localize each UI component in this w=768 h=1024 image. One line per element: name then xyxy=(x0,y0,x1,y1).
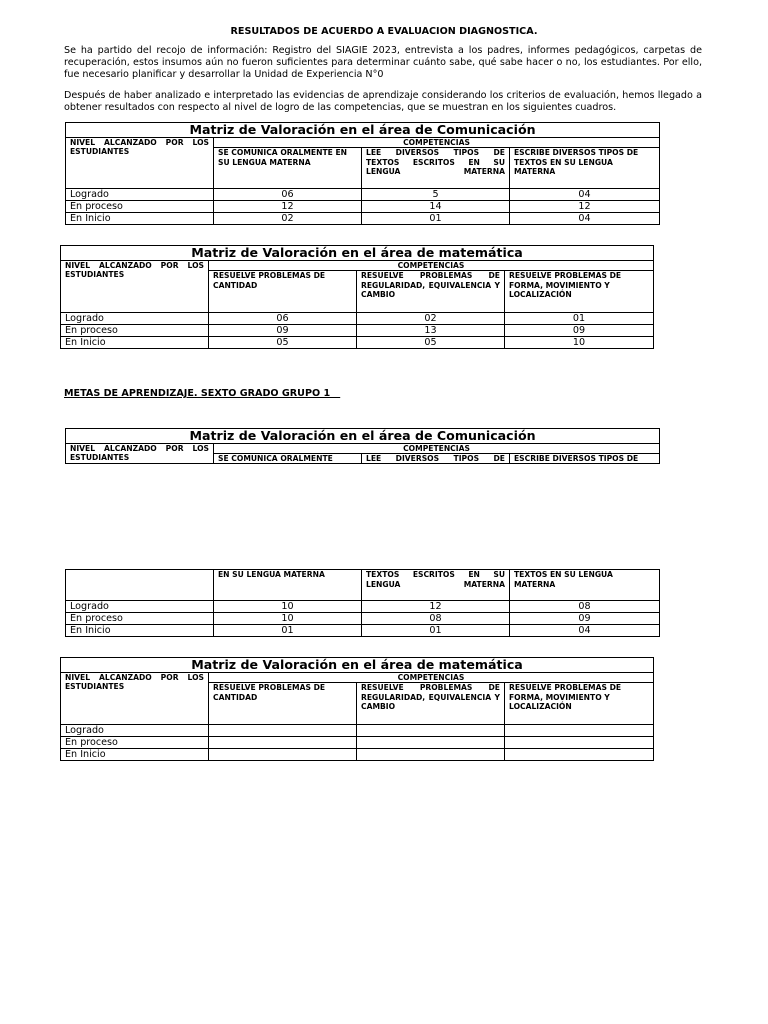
competencia-header: RESUELVE PROBLEMAS DE CANTIDAD xyxy=(209,683,357,725)
cell-value: 05 xyxy=(357,337,505,349)
cell-value: 14 xyxy=(362,201,510,213)
cell-value: 05 xyxy=(209,337,357,349)
nivel-header: NIVEL ALCANZADO POR LOS ESTUDIANTES xyxy=(66,138,214,189)
comunicacion-table-2-body xyxy=(65,569,660,637)
row-label: En Inicio xyxy=(66,213,214,225)
row-label: En Inicio xyxy=(61,749,209,761)
cell-value: 04 xyxy=(510,625,660,637)
analysis-paragraph: Después de haber analizado e interpretado las evidencias de aprendizaje considerando los criterios de evaluación, hemos llegado a obtener resultados con respecto al nivel de logro de las competencias, que se muestran en los siguientes cuadros. xyxy=(64,90,702,113)
competencia-header: RESUELVE PROBLEMAS DE REGULARIDAD, EQUIVALENCIA Y CAMBIO xyxy=(357,271,505,313)
competencia-header: RESUELVE PROBLEMAS DE FORMA, MOVIMIENTO Y LOCALIZACIÓN xyxy=(505,271,654,313)
table-row xyxy=(66,613,660,625)
cell-value: 01 xyxy=(214,625,362,637)
cell-value xyxy=(209,749,357,761)
cell-value xyxy=(209,737,357,749)
table-row xyxy=(66,201,660,213)
cell-value: 04 xyxy=(510,213,660,225)
cell-value xyxy=(357,737,505,749)
competencia-header: LEE DIVERSOS TIPOS DE xyxy=(362,454,510,464)
cell-value: 04 xyxy=(510,189,660,201)
table-row xyxy=(61,313,654,325)
competencia-header: RESUELVE PROBLEMAS DE FORMA, MOVIMIENTO Y LOCALIZACIÓN xyxy=(505,683,654,725)
cell-value xyxy=(505,737,654,749)
cell-value: 12 xyxy=(510,201,660,213)
nivel-header-continued xyxy=(66,570,214,601)
competencia-header: EN SU LENGUA MATERNA xyxy=(214,570,362,601)
metas-heading: METAS DE APRENDIZAJE. SEXTO GRADO GRUPO 1 xyxy=(64,388,341,399)
page-title: RESULTADOS DE ACUERDO A EVALUACION DIAGNOSTICA. xyxy=(230,26,538,37)
row-label: En proceso xyxy=(66,201,214,213)
competencia-header: TEXTOS ESCRITOS EN SU LENGUA MATERNA xyxy=(362,570,510,601)
competencias-header: COMPETENCIAS xyxy=(214,138,660,148)
intro-paragraph: Se ha partido del recojo de información: Registro del SIAGIE 2023, entrevista a los padres, informes pedagógicos, carpetas de recuperación, estos insumos aún no fueron suficientes para determinar cuánto sabe, qué sabe hacer o no, los estudiantes. Por ello, fue necesario planificar y desarrollar la Unidad de Experiencia N°0 xyxy=(64,45,702,80)
cell-value: 01 xyxy=(362,625,510,637)
nivel-header: NIVEL ALCANZADO POR LOS ESTUDIANTES xyxy=(61,261,209,313)
comunicacion-table-1 xyxy=(65,122,660,225)
row-label: En proceso xyxy=(61,325,209,337)
table-title: Matriz de Valoración en el área de Comunicación xyxy=(66,429,660,444)
table-row xyxy=(61,749,654,761)
cell-value xyxy=(505,725,654,737)
cell-value: 10 xyxy=(214,613,362,625)
competencias-header: COMPETENCIAS xyxy=(209,673,654,683)
cell-value xyxy=(209,725,357,737)
matematica-table-2 xyxy=(60,657,654,761)
cell-value: 08 xyxy=(362,613,510,625)
competencias-header: COMPETENCIAS xyxy=(214,444,660,454)
cell-value xyxy=(505,749,654,761)
competencia-header: ESCRIBE DIVERSOS TIPOS DE TEXTOS EN SU LENGUA MATERNA xyxy=(510,148,660,189)
table-row xyxy=(66,601,660,613)
cell-value: 06 xyxy=(214,189,362,201)
cell-value xyxy=(357,725,505,737)
cell-value: 01 xyxy=(505,313,654,325)
table-row xyxy=(61,737,654,749)
competencia-header: TEXTOS EN SU LENGUA MATERNA xyxy=(510,570,660,601)
row-label: En proceso xyxy=(61,737,209,749)
competencia-header: ESCRIBE DIVERSOS TIPOS DE xyxy=(510,454,660,464)
table-title: Matriz de Valoración en el área de matemática xyxy=(61,246,654,261)
cell-value: 01 xyxy=(362,213,510,225)
matematica-table-1 xyxy=(60,245,654,349)
cell-value: 09 xyxy=(510,613,660,625)
table-row xyxy=(66,189,660,201)
table-title: Matriz de Valoración en el área de matemática xyxy=(61,658,654,673)
competencia-header: SE COMUNICA ORALMENTE EN SU LENGUA MATERNA xyxy=(214,148,362,189)
row-label: Logrado xyxy=(66,601,214,613)
cell-value: 10 xyxy=(214,601,362,613)
table-row xyxy=(61,337,654,349)
cell-value: 02 xyxy=(214,213,362,225)
competencia-header: LEE DIVERSOS TIPOS DE TEXTOS ESCRITOS EN SU LENGUA MATERNA xyxy=(362,148,510,189)
row-label: Logrado xyxy=(66,189,214,201)
competencia-header: SE COMUNICA ORALMENTE xyxy=(214,454,362,464)
row-label: En Inicio xyxy=(66,625,214,637)
competencias-header: COMPETENCIAS xyxy=(209,261,654,271)
row-label: En proceso xyxy=(66,613,214,625)
row-label: Logrado xyxy=(61,725,209,737)
cell-value: 10 xyxy=(505,337,654,349)
table-title: Matriz de Valoración en el área de Comunicación xyxy=(66,123,660,138)
table-row xyxy=(66,213,660,225)
comunicacion-table-2-header xyxy=(65,428,660,464)
cell-value: 12 xyxy=(214,201,362,213)
row-label: En Inicio xyxy=(61,337,209,349)
nivel-header: NIVEL ALCANZADO POR LOS ESTUDIANTES xyxy=(61,673,209,725)
cell-value: 13 xyxy=(357,325,505,337)
cell-value: 08 xyxy=(510,601,660,613)
row-label: Logrado xyxy=(61,313,209,325)
cell-value: 09 xyxy=(209,325,357,337)
cell-value: 02 xyxy=(357,313,505,325)
cell-value: 09 xyxy=(505,325,654,337)
cell-value xyxy=(357,749,505,761)
table-row xyxy=(66,625,660,637)
competencia-header: RESUELVE PROBLEMAS DE CANTIDAD xyxy=(209,271,357,313)
cell-value: 5 xyxy=(362,189,510,201)
table-row xyxy=(61,725,654,737)
nivel-header: NIVEL ALCANZADO POR LOS ESTUDIANTES xyxy=(66,444,214,464)
competencia-header: RESUELVE PROBLEMAS DE REGULARIDAD, EQUIVALENCIA Y CAMBIO xyxy=(357,683,505,725)
cell-value: 12 xyxy=(362,601,510,613)
table-row xyxy=(61,325,654,337)
cell-value: 06 xyxy=(209,313,357,325)
